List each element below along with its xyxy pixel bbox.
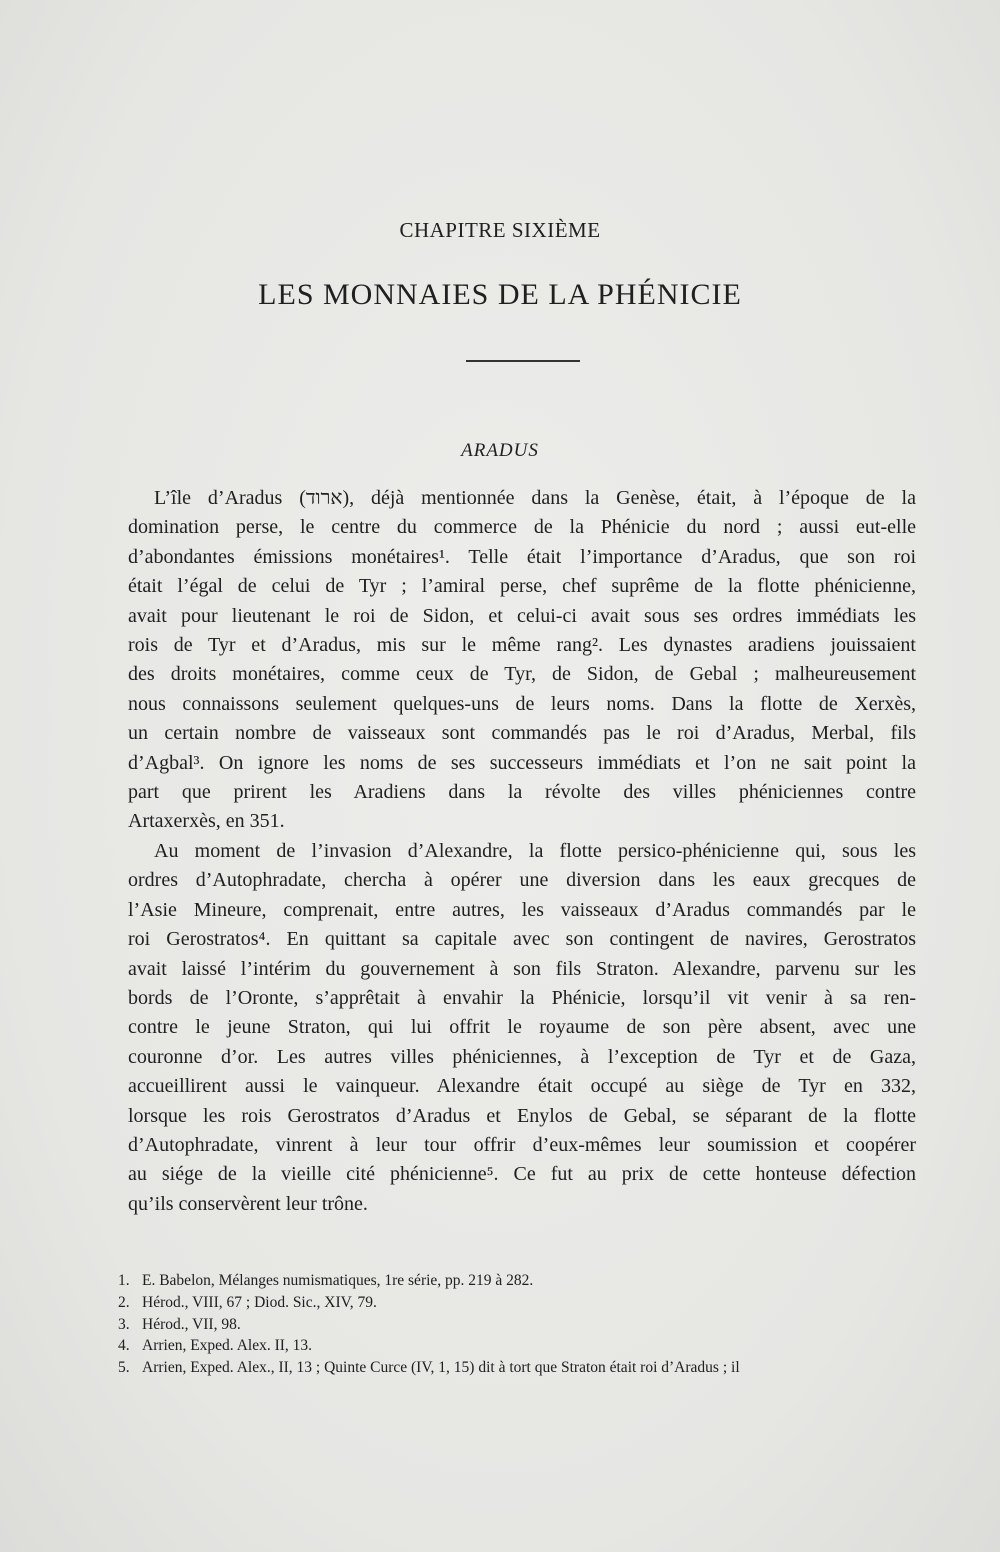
footnote [118, 1270, 918, 1292]
text-line: lorsque les rois Gerostratos d’Aradus et Enylos de Gebal, se séparant de la flotte [128, 1104, 916, 1127]
text-line: couronne d’or. Les autres villes phéniciennes, à l’exception de Tyr et de Gaza, [128, 1045, 916, 1068]
text-line: Au moment de l’invasion d’Alexandre, la flotte persico-phénicienne qui, sous les [154, 839, 916, 862]
text-line: était l’égal de celui de Tyr ; l’amiral perse, chef suprême de la flotte phénicienne, [128, 575, 916, 598]
footnote-number: 4. [118, 1337, 130, 1355]
footnote-number: 5. [118, 1359, 130, 1377]
footnote-text: Arrien, Exped. Alex., II, 13 ; Quinte Curce (IV, 1, 15) dit à tort que Straton était roi d’Aradus ; il [142, 1359, 740, 1377]
text-line: rois de Tyr et d’Aradus, mis sur le même rang². Les dynastes aradiens jouissaient [128, 634, 916, 657]
text-line: nous connaissons seulement quelques-uns de leurs noms. Dans la flotte de Xerxès, [128, 692, 916, 715]
title-divider [466, 360, 580, 362]
text-line: roi Gerostratos⁴. En quittant sa capitale avec son contingent de navires, Gerostratos [128, 928, 916, 951]
chapter-title: LES MONNAIES DE LA PHÉNICIE [258, 278, 742, 311]
text-line: avait pour lieutenant le roi de Sidon, et celui-ci avait sous ses ordres immédiats les [128, 604, 916, 627]
footnote [118, 1335, 918, 1357]
text-line: domination perse, le centre du commerce de la Phénicie du nord ; aussi eut-elle [128, 516, 916, 539]
footnote-text: Hérod., VIII, 67 ; Diod. Sic., XIV, 79. [142, 1293, 377, 1311]
footnote-number: 3. [118, 1315, 130, 1333]
text-line: contre le jeune Straton, qui lui offrit le royaume de son père absent, avec une [128, 1016, 916, 1039]
body-text [128, 484, 916, 1219]
text-line: ordres d’Autophradate, chercha à opérer une diversion dans les eaux grecques de [128, 869, 916, 892]
footnote [118, 1292, 918, 1314]
footnote-number: 2. [118, 1293, 130, 1311]
text-line: bords de l’Oronte, s’apprêtait à envahir la Phénicie, lorsqu’il vit venir à sa ren- [128, 986, 916, 1009]
footnote [118, 1357, 918, 1379]
text-line: qu’ils conservèrent leur trône. [128, 1192, 368, 1215]
text-line: un certain nombre de vaisseaux sont commandés pas le roi d’Aradus, Merbal, fils [128, 722, 916, 745]
footnote-text: E. Babelon, Mélanges numismatiques, 1re série, pp. 219 à 282. [142, 1272, 534, 1289]
footnote-text: Hérod., VII, 98. [142, 1315, 241, 1333]
footnote-text: Arrien, Exped. Alex. II, 13. [142, 1337, 313, 1355]
footnote-number: 1. [118, 1272, 130, 1289]
footnotes [118, 1270, 918, 1379]
text-line: Artaxerxès, en 351. [128, 810, 285, 833]
text-line: des droits monétaires, comme ceux de Tyr, de Sidon, de Gebal ; malheureusement [128, 663, 916, 686]
section-heading: ARADUS [461, 440, 539, 461]
text-line: d’Agbal³. On ignore les noms de ses successeurs immédiats et l’on ne sait point la [128, 751, 916, 774]
text-line: l’Asie Mineure, comprenait, entre autres, les vaisseaux d’Aradus commandés par le [128, 898, 916, 921]
text-line: d’Autophradate, vinrent à leur tour offrir d’eux-mêmes leur soumission et coopérer [128, 1133, 916, 1156]
chapter-heading: CHAPITRE SIXIÈME [399, 218, 601, 242]
paragraph-1 [128, 484, 916, 837]
footnote [118, 1314, 918, 1336]
text-line: accueillirent aussi le vainqueur. Alexandre était occupé au siège de Tyr en 332, [128, 1075, 916, 1098]
text-line: L’île d’Aradus (ארוד), déjà mentionnée dans la Genèse, était, à l’époque de la [154, 487, 916, 509]
text-line: au siége de la vieille cité phénicienne⁵. Ce fut au prix de cette honteuse défection [128, 1163, 916, 1186]
paragraph-2 [128, 837, 916, 1219]
text-line: part que prirent les Aradiens dans la révolte des villes phéniciennes contre [128, 781, 916, 804]
text-line: d’abondantes émissions monétaires¹. Telle était l’importance d’Aradus, que son roi [128, 545, 916, 568]
text-line: avait laissé l’intérim du gouvernement à son fils Straton. Alexandre, parvenu sur les [128, 957, 916, 980]
